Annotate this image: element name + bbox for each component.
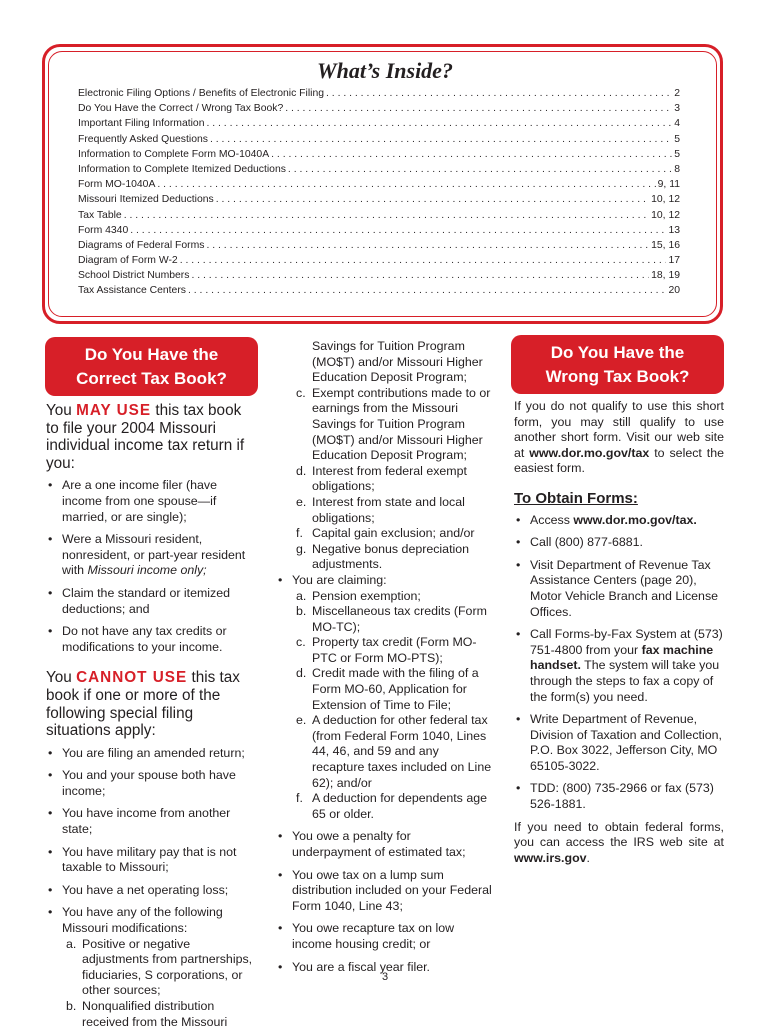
toc-entry [78,285,680,300]
toc-dot-leader [180,255,667,266]
toc-entry-label: Information to Complete Itemized Deductions [78,163,286,175]
obtain-forms-list [514,513,724,813]
toc-entry-page: 17 [668,255,680,267]
toc-entry [78,255,680,270]
list-item: • Were a Missouri resident, nonresident, or part-year resident with Missouri income only; [46,532,258,579]
toc-entry-page: 13 [668,224,680,236]
dor-tax-link[interactable]: www.dor.mo.gov/tax [529,445,650,460]
list-item: • You are a fiscal year filer. [276,960,492,976]
list-item: e. Interest from state and local obligations; [296,494,465,525]
federal-forms-note: If you need to obtain federal forms, you can access the IRS web site at www.irs.gov. [514,819,724,865]
toc-entry-page: 10, 12 [651,194,680,206]
toc-entry [78,179,680,194]
toc-dot-leader [191,270,649,281]
more-situations-list [276,573,492,975]
obtain-forms-heading: To Obtain Forms: [514,489,638,507]
toc-entry [78,210,680,225]
list-item: c. Property tax credit (Form MO-PTC or Form MO-PTS); [296,635,477,665]
toc-dot-leader [216,194,649,205]
cannot-use-list [46,746,258,1030]
list-item: • Visit Department of Revenue Tax Assistance Centers (page 20), Motor Vehicle Branch and License Offices. [514,558,724,620]
toc-dot-leader [124,210,649,221]
list-item: • You have military pay that is not taxable to Missouri; [46,845,258,876]
list-item: d. Credit made with the filing of a Form MO-60, Application for Extension of Time to File; [296,666,479,712]
modification-b-continued: Savings for Tuition Program (MO$T) and/or Missouri Higher Education Deposit Program; [312,339,483,385]
cannot-use-intro: You CANNOT USE this tax book if one or more of the following special filing situations apply: [46,669,240,740]
toc-entry [78,118,680,133]
toc-entry-page: 20 [668,285,680,297]
list-item: • You are filing an amended return; [46,746,258,762]
toc-dot-leader [206,118,672,129]
toc-dot-leader [157,179,655,190]
list-item: • You owe a penalty for underpayment of estimated tax; [276,829,492,860]
list-item: f. A deduction for dependents age 65 or older. [296,791,487,821]
toc-entry-page: 18, 19 [651,270,680,282]
list-item: • TDD: (800) 735-2966 or fax (573) 526-1881. [514,781,724,812]
toc-entry-page: 5 [674,148,680,160]
may-use-emphasis: MAY USE [76,402,152,419]
toc-entry-page: 9, 11 [657,179,680,191]
toc-entry-label: Diagram of Form W-2 [78,255,178,267]
list-item: • Do not have any tax credits or modifications to your income. [46,624,258,655]
list-item: • Write Department of Revenue, Division of Taxation and Collection, P.O. Box 3022, Jefferson City, MO 65105-3022. [514,712,724,774]
list-item: e. A deduction for other federal tax (from Federal Form 1040, Lines 44, 46, and 59 and any recapture taxes included on Line 62); and/or [296,713,492,790]
list-item: a. Pension exemption; [296,588,421,603]
list-item: • Access www.dor.mo.gov/tax. [514,513,724,529]
correct-heading-line2: Correct Tax Book? [76,369,227,388]
list-item: • You owe tax on a lump sum distribution included on your Federal Form 1040, Line 43; [276,868,492,915]
toc-entry-label: School District Numbers [78,270,190,282]
list-item: • Are a one income filer (have income from one spouse—if married, or are single); [46,478,258,525]
modifications-list-continued [276,386,492,573]
toc-dot-leader [210,134,672,145]
toc-entry-page: 10, 12 [651,209,680,221]
list-item: • You owe recapture tax on low income housing credit; or [276,921,492,952]
toc-dot-leader [206,240,649,251]
toc-dot-leader [188,285,666,296]
toc-entry-label: Important Filing Information [78,118,205,130]
may-use-intro: You MAY USE this tax book to file your 2004 Missouri individual income tax return if you: [46,402,245,472]
toc-entry-label: Electronic Filing Options / Benefits of Electronic Filing [78,88,325,99]
correct-heading-line1: Do You Have the [84,345,219,364]
list-item: g. Negative bonus depreciation adjustments. [296,541,470,572]
toc-entry-label: Missouri Itemized Deductions [78,194,214,206]
toc-entry-label: Do You Have the Correct / Wrong Tax Book? [78,103,284,115]
toc-entry-page: 5 [674,133,680,145]
cannot-use-emphasis: CANNOT USE [76,669,188,687]
toc-list [78,88,680,301]
list-item: c. Exempt contributions made to or earnings from the Missouri Savings for Tuition Program (MO$T) and/or Missouri Higher Education Deposit Program; [296,385,491,463]
list-item: • Call (800) 877-6881. [514,535,724,551]
toc-entry [78,103,680,118]
toc-entry-label: Diagrams of Federal Forms [78,239,205,251]
toc-entry-page: 3 [674,103,680,115]
toc-entry-page: 8 [674,163,680,175]
list-item: • You have any of the following Missouri modifications: a. Positive or negative adjustments from partnerships, fiduciaries, S corporations, or other sources; b. Nonqualified distribution received from the Missouri [46,905,258,1030]
toc-entry [78,88,680,103]
page-number: 3 [381,971,389,983]
toc-entry-label: Information to Complete Form MO-1040A [78,148,270,160]
modifications-list [46,937,258,1030]
toc-entry [78,134,680,149]
list-item: • Call Forms-by-Fax System at (573) 751-4800 from your fax machine handset. The system will take you through the steps to fax a copy of the form(s) you need. [514,627,724,705]
toc-entry [78,149,680,164]
toc-entry-label: Tax Assistance Centers [78,285,186,297]
middle-column [276,339,492,982]
toc-entry-label: Form MO-1040A [78,179,156,191]
toc-entry [78,194,680,209]
list-item: d. Interest from federal exempt obligations; [296,463,467,494]
claims-list [276,589,492,823]
wrong-heading-line2: Wrong Tax Book? [545,367,690,386]
may-use-list [46,478,258,655]
correct-tax-book-heading [45,337,258,396]
toc-entry-page: 15, 16 [651,239,680,251]
wrong-tax-book-heading [511,335,724,394]
toc-entry-label: Frequently Asked Questions [78,133,208,145]
toc-entry-label: Form 4340 [78,224,129,236]
list-item: b. Nonqualified distribution received from the Missouri [66,999,228,1029]
toc-title: What’s Inside? [317,58,453,83]
left-column [46,402,258,1030]
list-item: • You are claiming: a. Pension exemption; b. Miscellaneous tax credits (Form MO-TC); c. Property tax credit (Form MO-PTC or Form MO-PTS); d. Credit made with the filing of a Form MO-60, Application for Extension of Time to File; e. A deduction for other federal tax (from Federal Form 1040, Lines 44, 46, and 59 and any recapture taxes included on Line 62); and/or f. A deduction for dependents age 65 or older. [276,573,492,823]
list-item: a. Positive or negative adjustments from partnerships, fiduciaries, S corporations, or other sources; [66,936,253,998]
toc-entry [78,225,680,240]
toc-dot-leader [130,225,666,236]
toc-entry [78,240,680,255]
wrong-heading-line1: Do You Have the [550,343,685,362]
irs-link[interactable]: www.irs.gov [514,850,587,865]
list-item: • Claim the standard or itemized deductions; and [46,586,258,617]
list-item: • You and your spouse both have income; [46,768,258,799]
toc-entry-page: 2 [674,88,680,99]
toc-dot-leader [326,88,672,99]
wrong-book-intro: If you do not qualify to use this short form, you may still qualify to use another short form. Visit our web site at www.dor.mo.gov/tax to select the easiest form. [514,399,724,476]
toc-entry-label: Tax Table [78,209,122,221]
list-item: f. Capital gain exclusion; and/or [296,526,475,541]
toc-dot-leader [271,149,672,160]
toc-entry-page: 4 [674,118,680,130]
list-item: • You have income from another state; [46,806,258,837]
right-column [514,399,724,872]
list-item: b. Miscellaneous tax credits (Form MO-TC); [296,604,487,634]
dor-access-link[interactable]: www.dor.mo.gov/tax. [573,512,697,527]
toc-dot-leader [285,103,672,114]
toc-entry [78,270,680,285]
toc-entry [78,164,680,179]
list-item: • You have a net operating loss; [46,883,258,899]
toc-dot-leader [288,164,672,175]
